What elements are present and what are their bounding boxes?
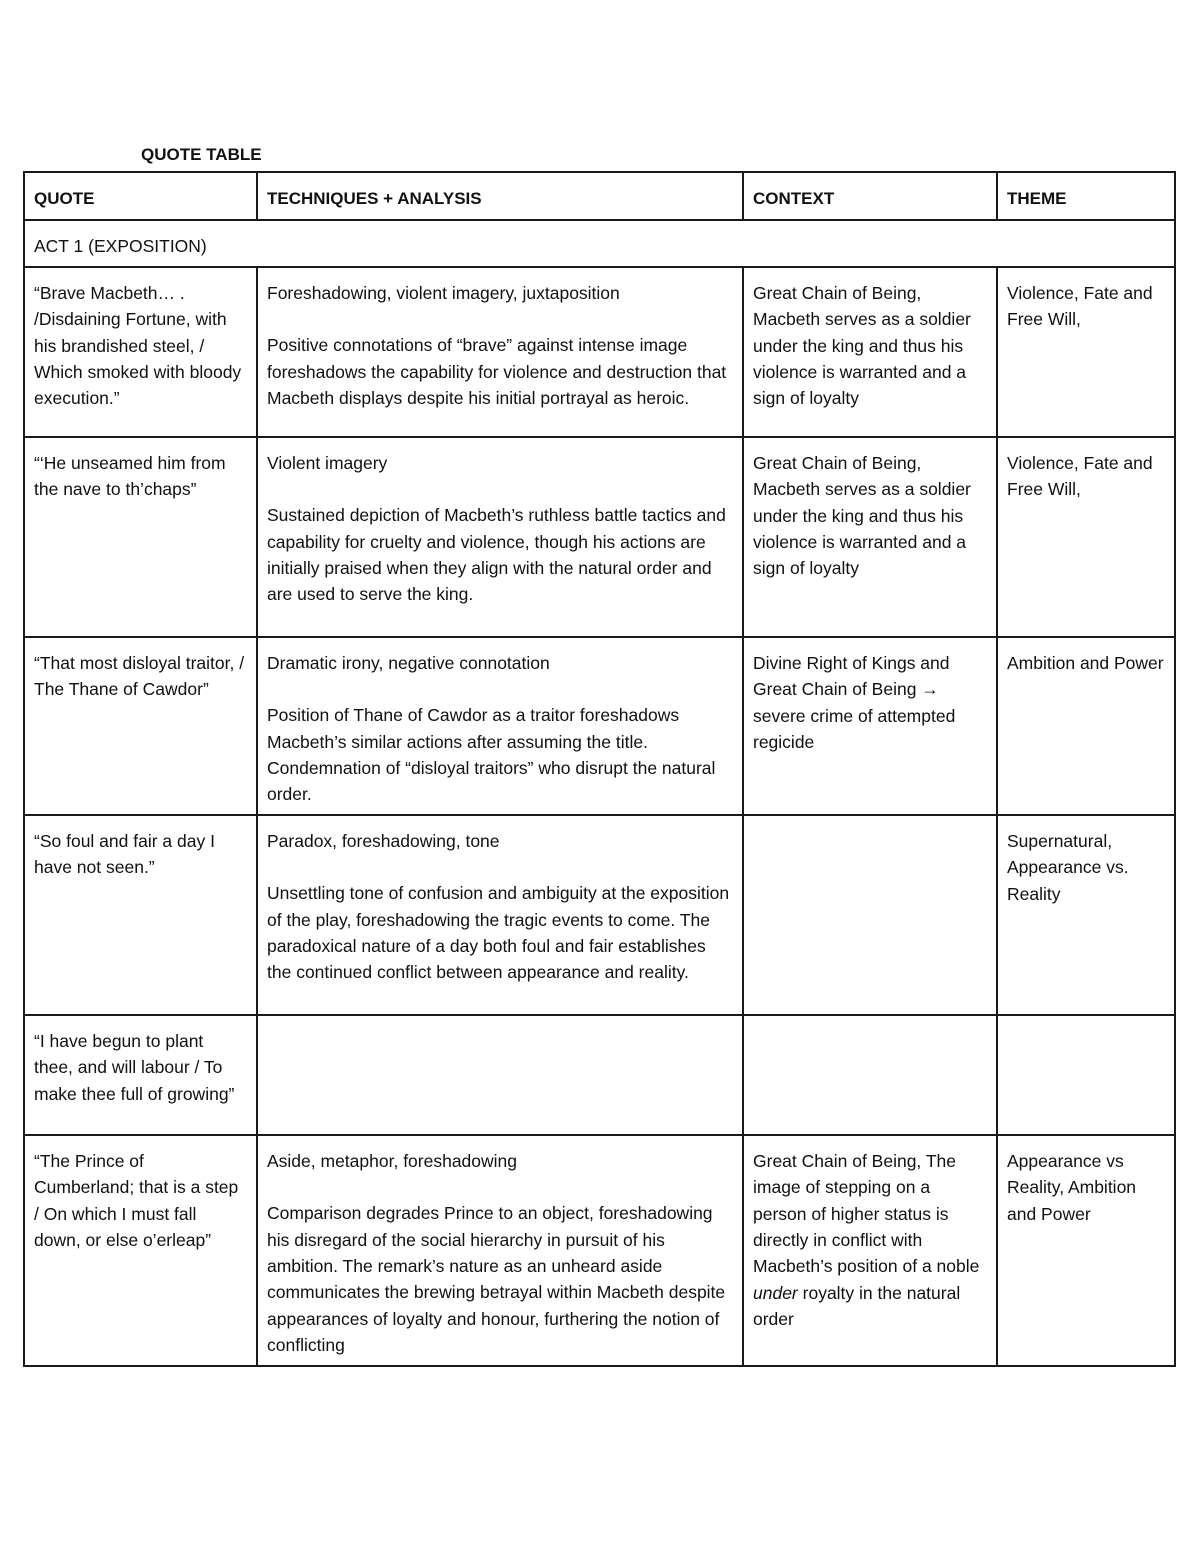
header-theme: THEME [997, 172, 1175, 220]
quote-cell: “I have begun to plant thee, and will labour / To make thee full of growing” [24, 1015, 257, 1135]
techniques-text: Paradox, foreshadowing, tone [267, 830, 500, 851]
analysis-cell [257, 267, 743, 437]
quote-cell: “The Prince of Cumberland; that is a step / On which I must fall down, or else o’erleap” [24, 1135, 257, 1366]
theme-cell [997, 1015, 1175, 1135]
quote-cell: “‘He unseamed him from the nave to th’chaps” [24, 437, 257, 637]
table-row [24, 637, 1175, 815]
analysis-cell [257, 437, 743, 637]
header-techniques: TECHNIQUES + ANALYSIS [257, 172, 743, 220]
analysis-cell [257, 1015, 743, 1135]
quote-cell: “That most disloyal traitor, / The Thane of Cawdor” [24, 637, 257, 815]
table-row [24, 437, 1175, 637]
header-row [24, 172, 1175, 220]
analysis-text: Unsettling tone of confusion and ambiguity at the exposition of the play, foreshadowing the tragic events to come. The paradoxical nature of a day both foul and fair establishes the continued conflict between appearance and reality. [267, 883, 730, 983]
header-context: CONTEXT [743, 172, 997, 220]
table-row [24, 815, 1175, 1015]
header-quote: QUOTE [24, 172, 257, 220]
analysis-text: Sustained depiction of Macbeth’s ruthless battle tactics and capability for cruelty and violence, though his actions are initially praised when they align with the natural order and are used to serve the king. [267, 505, 726, 605]
analysis-text: Positive connotations of “brave” against intense image foreshadows the capability for violence and destruction that Macbeth displays despite his initial portrayal as heroic. [267, 335, 727, 409]
techniques-text: Violent imagery [267, 452, 388, 473]
act-row [24, 220, 1175, 266]
techniques-text: Dramatic irony, negative connotation [267, 652, 550, 673]
theme-cell: Violence, Fate and Free Will, [997, 267, 1175, 437]
analysis-cell [257, 815, 743, 1015]
analysis-cell [257, 1135, 743, 1366]
techniques-text: Foreshadowing, violent imagery, juxtaposition [267, 282, 620, 303]
table-row [24, 267, 1175, 437]
quote-cell: “So foul and fair a day I have not seen.” [24, 815, 257, 1015]
context-text-before: Great Chain of Being, The image of stepping on a person of higher status is directly in conflict with Macbeth’s position of a noble [753, 1150, 980, 1277]
analysis-text: Comparison degrades Prince to an object, foreshadowing his disregard of the social hierarchy in pursuit of his ambition. The remark’s nature as an unheard aside communicates the brewing betrayal within Macbeth despite appearances of loyalty and honour, furthering the notion of conflicting [267, 1203, 726, 1356]
context-cell: Divine Right of Kings and Great Chain of Being → severe crime of attempted regicide [743, 637, 997, 815]
page-title: QUOTE TABLE [141, 145, 262, 164]
techniques-text: Aside, metaphor, foreshadowing [267, 1150, 518, 1171]
quote-table [23, 171, 1176, 1367]
table-row [24, 1135, 1175, 1366]
quote-cell: “Brave Macbeth… . /Disdaining Fortune, with his brandished steel, / Which smoked with bloody execution.” [24, 267, 257, 437]
theme-cell: Appearance vs Reality, Ambition and Power [997, 1135, 1175, 1366]
context-text-after: royalty in the natural order [753, 1282, 961, 1330]
theme-cell: Violence, Fate and Free Will, [997, 437, 1175, 637]
theme-cell: Supernatural, Appearance vs. Reality [997, 815, 1175, 1015]
analysis-text: Position of Thane of Cawdor as a traitor foreshadows Macbeth’s similar actions after assuming the title. Condemnation of “disloyal traitors” who disrupt the natural order. [267, 705, 716, 805]
theme-cell: Ambition and Power [997, 637, 1175, 815]
context-cell [743, 1015, 997, 1135]
table-row [24, 1015, 1175, 1135]
act-label: ACT 1 (EXPOSITION) [24, 220, 1175, 266]
context-text-emphasis: under [753, 1282, 798, 1303]
context-cell [743, 1135, 997, 1366]
context-cell [743, 815, 997, 1015]
analysis-cell [257, 637, 743, 815]
context-cell: Great Chain of Being, Macbeth serves as a soldier under the king and thus his violence is warranted and a sign of loyalty [743, 267, 997, 437]
context-cell: Great Chain of Being, Macbeth serves as a soldier under the king and thus his violence is warranted and a sign of loyalty [743, 437, 997, 637]
